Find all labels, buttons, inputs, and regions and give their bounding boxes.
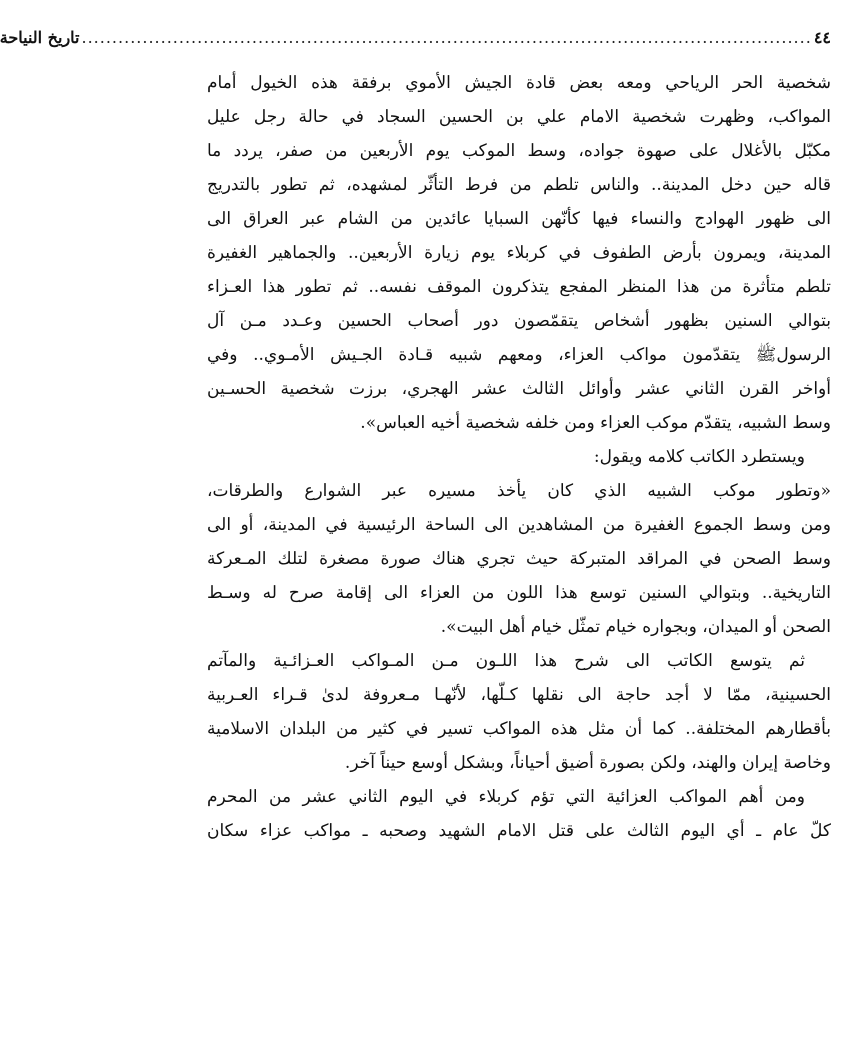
text-line: الحسينية، ممّا لا أجد حاجة الى نقلها كـلّها، لأنّهـا مـعروفة لدىٰ قـراء العـربية [207,685,831,705]
page-number: ٤٤ [813,28,831,47]
text-line: الصحن أو الميدان، وبجواره خيام تمثّل خيام أهل البيت». [440,617,831,637]
text-line: وسط الصحن في المراقد المتبركة حيث تجري هناك صورة مصغرة لتلك المـعركة [207,549,831,569]
text-line: بأقطارهم المختلفة.. كما أن مثل هذه المواكب تسير في كثير من البلدان الاسلامية [207,719,831,739]
text-line: المدينة، ويمرون بأرض الطفوف في كربلاء يوم زيارة الأربعين.. والجماهير الغفيرة [207,243,831,263]
text-line: قاله حين دخل المدينة.. والناس تلطم من فرط التأثّر لمشهده، ثم تطور بالتدريج [207,175,831,195]
text-line: المواكب، وظهرت شخصية الامام علي بن الحسين السجاد في حالة رجل عليل [207,107,831,127]
header-dot-leader: ........................................................................................................................ [81,28,812,47]
text-line: تلطم متأثرة من هذا المنظر المفجع يتذكرون الموقف نفسه.. ثم تطور هذا العـزاء [207,277,831,297]
text-line: الرسولﷺ يتقدّمون مواكب العزاء، ومعهم شبيه قـادة الجـيش الأمـوي.. وفي [207,345,831,365]
text-line: بتوالي السنين بظهور أشخاص يتقمّصون دور أصحاب الحسين وعـدد مـن آل [207,311,831,331]
running-title: تاريخ النياحة [0,28,80,47]
text-line: وخاصة إيران والهند، ولكن بصورة أضيق أحياناً، وبشكل أوسع حيناً آخر. [344,753,831,773]
text-line: الى ظهور الهوادج والنساء فيها كأنّهن السبايا عائدين من الشام عبر العراق الى [207,209,831,229]
text-line: ويستطرد الكاتب كلامه ويقول: [593,447,805,467]
text-line: ثم يتوسع الكاتب الى شرح هذا اللـون مـن المـواكب العـزائـية والمآتم [207,651,806,671]
text-line: شخصية الحر الرياحي ومعه بعض قادة الجيش الأموي برفقة هذه الخيول أمام [207,73,831,93]
page-header [0,28,831,54]
text-line: «وتطور موكب الشبيه الذي كان يأخذ مسيره عبر الشوارع والطرقات، [207,481,831,501]
text-line: ومن وسط الجموع الغفيرة من المشاهدين الى الساحة الرئيسية في المدينة، أو الى [207,515,831,535]
text-line: ومن أهم المواكب العزائية التي تؤم كربلاء في اليوم الثاني عشر من المحرم [207,787,805,807]
text-line: التاريخية.. وبتوالي السنين توسع هذا اللون من العزاء الى إقامة صرح له وسـط [207,583,831,603]
text-line: كلّ عام ـ أي اليوم الثالث على قتل الامام الشهيد وصحبه ـ مواكب عزاء سكان [207,821,831,841]
text-line: وسط الشبيه، يتقدّم موكب العزاء ومن خلفه شخصية أخيه العباس». [360,413,831,433]
document-page [0,28,831,848]
body-text [207,66,831,848]
text-line: مكبّل بالأغلال على صهوة جواده، وسط الموكب يوم الأربعين من صفر، يردد ما [207,141,831,161]
text-line: أواخر القرن الثاني عشر وأوائل الثالث عشر الهجري، برزت شخصية الحسـين [207,379,831,399]
